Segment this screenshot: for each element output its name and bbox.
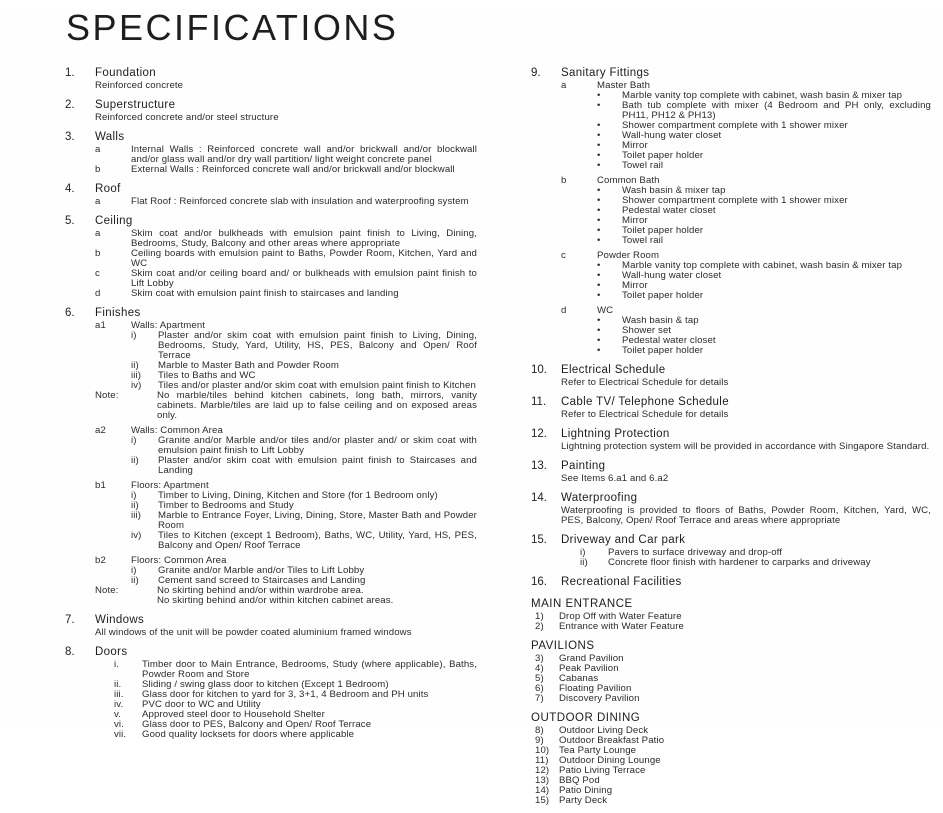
row-text: Master Bath bbox=[597, 80, 651, 91]
section-heading bbox=[65, 614, 477, 627]
spec-row bbox=[597, 346, 931, 356]
spec-row bbox=[561, 306, 931, 316]
row-text: Granite and/or Marble and/or Tiles to Lift Lobby bbox=[158, 565, 365, 576]
row-label: i) bbox=[131, 435, 137, 446]
section-heading bbox=[65, 131, 477, 144]
row-label: 4) bbox=[535, 663, 544, 674]
row-text: Flat Roof : Reinforced concrete slab with insulation and waterproofing system bbox=[131, 196, 469, 207]
row-text: Discovery Pavilion bbox=[559, 693, 640, 704]
section-number: 5. bbox=[65, 215, 75, 227]
row-text: Timber to Bedrooms and Study bbox=[158, 500, 294, 511]
row-text: Marble vanity top complete with cabinet, wash basin & mixer tap bbox=[622, 260, 903, 271]
right-column bbox=[531, 67, 931, 813]
row-label: 14) bbox=[535, 785, 550, 796]
group-outdoor-dining bbox=[531, 711, 931, 806]
row-text: Granite and/or Marble and/or tiles and/or plaster and/ or skim coat with emulsion paint finish to Lift Lobby bbox=[158, 435, 477, 456]
row-label: iii) bbox=[131, 510, 142, 521]
row-label: c bbox=[95, 268, 100, 279]
row-text: Shower compartment complete with 1 shower mixer bbox=[622, 195, 848, 206]
row-text: See Items 6.a1 and 6.a2 bbox=[561, 473, 669, 484]
row-label: a bbox=[95, 196, 101, 207]
spec-row bbox=[561, 410, 931, 420]
group-main-entrance bbox=[531, 597, 931, 632]
row-text: Shower compartment complete with 1 shower mixer bbox=[622, 120, 848, 131]
bullet-icon: • bbox=[597, 150, 601, 161]
row-text: Common Bath bbox=[597, 175, 660, 186]
spec-row bbox=[95, 81, 477, 91]
row-label: iii. bbox=[114, 689, 124, 700]
section-number: 15. bbox=[531, 534, 547, 546]
row-text: Bath tub complete with mixer (4 Bedroom and PH only, excluding PH11, PH12 & PH13) bbox=[622, 100, 931, 121]
row-text: Entrance with Water Feature bbox=[559, 621, 684, 632]
spec-row bbox=[95, 289, 477, 299]
section-electrical-schedule bbox=[531, 364, 931, 388]
section-body bbox=[95, 660, 477, 740]
row-text: Cabanas bbox=[559, 673, 599, 684]
row-text: Waterproofing is provided to floors of Baths, Powder Room, Kitchen, Yard, WC, PES, Balcony, Open/ Roof Terrace and areas where appropriate bbox=[561, 505, 931, 526]
section-title: Painting bbox=[561, 460, 606, 472]
section-title: Cable TV/ Telephone Schedule bbox=[561, 396, 729, 408]
bullet-icon: • bbox=[597, 195, 601, 206]
row-text: Refer to Electrical Schedule for details bbox=[561, 377, 729, 388]
section-title: Lightning Protection bbox=[561, 428, 670, 440]
section-title: Windows bbox=[95, 614, 145, 626]
section-number: 3. bbox=[65, 131, 75, 143]
spec-row bbox=[95, 229, 477, 249]
section-lightning-protection bbox=[531, 428, 931, 452]
row-label: iii) bbox=[131, 370, 142, 381]
section-body bbox=[561, 506, 931, 526]
section-body bbox=[561, 548, 931, 568]
section-body bbox=[95, 197, 477, 207]
group-title: OUTDOOR DINING bbox=[531, 712, 641, 724]
row-text: Reinforced concrete and/or steel structure bbox=[95, 112, 279, 123]
row-text: Sliding / swing glass door to kitchen (Except 1 Bedroom) bbox=[142, 679, 389, 690]
row-label bbox=[95, 596, 157, 606]
bullet-icon: • bbox=[597, 280, 601, 291]
row-text: Wash basin & mixer tap bbox=[622, 185, 726, 196]
section-heading bbox=[531, 396, 931, 409]
row-label: 12) bbox=[535, 765, 550, 776]
section-number: 1. bbox=[65, 67, 75, 79]
section-title: Doors bbox=[95, 646, 128, 658]
row-label: ii) bbox=[131, 500, 139, 511]
spec-row bbox=[580, 558, 931, 568]
section-body bbox=[95, 113, 477, 123]
row-text: Floating Pavilion bbox=[559, 683, 632, 694]
row-label: i) bbox=[131, 565, 137, 576]
row-text: Peak Pavilion bbox=[559, 663, 619, 674]
section-title: Recreational Facilities bbox=[561, 576, 682, 588]
row-text: Party Deck bbox=[559, 795, 608, 806]
bullet-icon: • bbox=[597, 335, 601, 346]
row-label: 2) bbox=[535, 621, 544, 632]
row-label: 10) bbox=[535, 745, 550, 756]
section-foundation bbox=[65, 67, 477, 91]
section-body bbox=[561, 474, 931, 484]
row-text: All windows of the unit will be powder coated aluminium framed windows bbox=[95, 627, 412, 638]
row-label: ii) bbox=[131, 575, 139, 586]
row-text: Wall-hung water closet bbox=[622, 130, 722, 141]
spec-row bbox=[131, 531, 477, 551]
row-text: Skim coat and/or ceiling board and/ or bulkheads with emulsion paint finish to Lift Lobby bbox=[131, 268, 477, 289]
spec-row bbox=[561, 506, 931, 526]
row-text: Powder Room bbox=[597, 250, 660, 261]
section-doors bbox=[65, 646, 477, 740]
row-label: i) bbox=[580, 547, 586, 558]
row-text: No skirting behind and/or within wardrobe area. bbox=[157, 585, 364, 596]
row-text: Glass door for kitchen to yard for 3, 3+1, 4 Bedroom and PH units bbox=[142, 689, 429, 700]
section-title: Superstructure bbox=[95, 99, 176, 111]
bullet-icon: • bbox=[597, 90, 601, 101]
row-text: Tiles to Baths and WC bbox=[158, 370, 256, 381]
section-heading bbox=[531, 492, 931, 505]
section-number: 12. bbox=[531, 428, 547, 440]
spec-row bbox=[131, 456, 477, 476]
spec-row bbox=[131, 511, 477, 531]
spec-row bbox=[95, 628, 477, 638]
section-number: 13. bbox=[531, 460, 547, 472]
row-label: 7) bbox=[535, 693, 544, 704]
bullet-icon: • bbox=[597, 130, 601, 141]
section-heading bbox=[531, 576, 931, 589]
row-text: PVC door to WC and Utility bbox=[142, 699, 261, 710]
section-heading bbox=[531, 428, 931, 441]
section-recreational-facilities bbox=[531, 576, 931, 589]
section-heading bbox=[531, 534, 931, 547]
row-text: Pedestal water closet bbox=[622, 205, 716, 216]
row-text: Toilet paper holder bbox=[622, 290, 704, 301]
spec-row bbox=[114, 730, 477, 740]
row-text: Timber to Living, Dining, Kitchen and Store (for 1 Bedroom only) bbox=[158, 490, 438, 501]
row-text: Tea Party Lounge bbox=[559, 745, 637, 756]
spec-row bbox=[535, 796, 931, 806]
left-column bbox=[65, 67, 477, 813]
section-number: 11. bbox=[531, 396, 547, 408]
row-label: 3) bbox=[535, 653, 544, 664]
row-text: Tiles and/or plaster and/or skim coat with emulsion paint finish to Kitchen bbox=[158, 380, 476, 391]
bullet-icon: • bbox=[597, 160, 601, 171]
bullet-icon: • bbox=[597, 225, 601, 236]
row-text: Approved steel door to Household Shelter bbox=[142, 709, 325, 720]
row-text: Tiles to Kitchen (except 1 Bedroom), Baths, WC, Utility, Yard, HS, PES, Balcony and Open/ Roof Terrace bbox=[158, 530, 477, 551]
section-cable-tv-telephone-schedule bbox=[531, 396, 931, 420]
spec-row bbox=[114, 660, 477, 680]
row-label: iv) bbox=[131, 530, 142, 541]
spec-row bbox=[561, 176, 931, 186]
row-text: Toilet paper holder bbox=[622, 345, 704, 356]
row-label: vi. bbox=[114, 719, 124, 730]
bullet-icon: • bbox=[597, 215, 601, 226]
bullet-icon: • bbox=[597, 345, 601, 356]
row-label: 15) bbox=[535, 795, 550, 806]
spec-row bbox=[131, 436, 477, 456]
bullet-icon: • bbox=[597, 325, 601, 336]
section-heading bbox=[531, 364, 931, 377]
section-body bbox=[561, 442, 931, 452]
row-text: Skim coat and/or bulkheads with emulsion paint finish to Living, Dining, Bedrooms, Study, Balcony and other areas where appropriate bbox=[131, 228, 477, 249]
section-number: 10. bbox=[531, 364, 547, 376]
row-label: i. bbox=[114, 659, 120, 670]
row-text: Good quality locksets for doors where applicable bbox=[142, 729, 355, 740]
spec-row bbox=[95, 391, 477, 421]
row-text: Marble vanity top complete with cabinet, wash basin & mixer tap bbox=[622, 90, 903, 101]
row-text: No skirting behind and/or within kitchen cabinet areas. bbox=[157, 595, 394, 606]
section-body bbox=[95, 145, 477, 175]
row-text: Internal Walls : Reinforced concrete wall and/or brickwall and/or blockwall and/or glass wall and/or dry wall partition/ light weight concrete panel bbox=[131, 144, 477, 165]
row-text: WC bbox=[597, 305, 614, 316]
row-text: Outdoor Dining Lounge bbox=[559, 755, 661, 766]
spec-row bbox=[597, 161, 931, 171]
bullet-icon: • bbox=[597, 270, 601, 281]
row-label: iv) bbox=[131, 380, 142, 391]
row-text: Lightning protection system will be provided in accordance with Singapore Standard. bbox=[561, 441, 930, 452]
row-label: d bbox=[95, 288, 101, 299]
row-text: Wash basin & tap bbox=[622, 315, 699, 326]
spec-row bbox=[95, 165, 477, 175]
section-body bbox=[561, 410, 931, 420]
section-body bbox=[535, 612, 931, 632]
bullet-icon: • bbox=[597, 205, 601, 216]
spec-row bbox=[95, 145, 477, 165]
section-waterproofing bbox=[531, 492, 931, 526]
row-text: Glass door to PES, Balcony and Open/ Roof Terrace bbox=[142, 719, 372, 730]
section-title: Foundation bbox=[95, 67, 157, 79]
section-heading bbox=[531, 67, 931, 80]
group-title: PAVILIONS bbox=[531, 640, 595, 652]
section-body bbox=[95, 628, 477, 638]
spec-row bbox=[95, 269, 477, 289]
section-number: 4. bbox=[65, 183, 75, 195]
section-heading bbox=[65, 646, 477, 659]
section-finishes bbox=[65, 307, 477, 606]
row-text: Wall-hung water closet bbox=[622, 270, 722, 281]
section-heading bbox=[65, 215, 477, 228]
row-label: a bbox=[95, 228, 101, 239]
section-body bbox=[535, 726, 931, 806]
section-heading bbox=[65, 183, 477, 196]
spec-row bbox=[597, 236, 931, 246]
section-number: 8. bbox=[65, 646, 75, 658]
row-label: a bbox=[561, 80, 567, 91]
row-text: Refer to Electrical Schedule for details bbox=[561, 409, 729, 420]
row-text: No marble/tiles behind kitchen cabinets, long bath, mirrors, vanity cabinets. Marble/tiles are laid up to false ceiling and on exposed areas only. bbox=[157, 390, 477, 421]
section-sanitary-fittings bbox=[531, 67, 931, 356]
section-number: 7. bbox=[65, 614, 75, 626]
section-title: Driveway and Car park bbox=[561, 534, 686, 546]
section-body bbox=[561, 81, 931, 356]
row-text: BBQ Pod bbox=[559, 775, 600, 786]
row-label: Note: bbox=[95, 585, 119, 596]
row-label: b bbox=[561, 175, 567, 186]
spec-row bbox=[95, 113, 477, 123]
bullet-icon: • bbox=[597, 235, 601, 246]
section-number: 16. bbox=[531, 576, 547, 588]
row-label: a1 bbox=[95, 320, 106, 331]
row-label: b1 bbox=[95, 480, 106, 491]
row-label: c bbox=[561, 250, 566, 261]
spec-row bbox=[597, 101, 931, 121]
spec-row bbox=[535, 694, 931, 704]
row-text: Pedestal water closet bbox=[622, 335, 716, 346]
bullet-icon: • bbox=[597, 260, 601, 271]
row-text: Drop Off with Water Feature bbox=[559, 611, 682, 622]
bullet-icon: • bbox=[597, 120, 601, 131]
section-title: Electrical Schedule bbox=[561, 364, 666, 376]
row-text: Outdoor Living Deck bbox=[559, 725, 649, 736]
row-text: Mirror bbox=[622, 280, 648, 291]
row-label: a bbox=[95, 144, 101, 155]
section-title: Walls bbox=[95, 131, 125, 143]
spec-row bbox=[535, 622, 931, 632]
row-label: b2 bbox=[95, 555, 106, 566]
row-text: Toilet paper holder bbox=[622, 225, 704, 236]
row-text: Ceiling boards with emulsion paint to Baths, Powder Room, Kitchen, Yard and WC bbox=[131, 248, 477, 269]
section-body bbox=[95, 81, 477, 91]
spec-row bbox=[561, 378, 931, 388]
group-title: MAIN ENTRANCE bbox=[531, 598, 633, 610]
section-title: Finishes bbox=[95, 307, 141, 319]
row-text: Reinforced concrete bbox=[95, 80, 184, 91]
row-label: i) bbox=[131, 330, 137, 341]
row-text: Timber door to Main Entrance, Bedrooms, Study (where applicable), Baths, Powder Room and Store bbox=[142, 659, 477, 680]
row-text: Pavers to surface driveway and drop-off bbox=[608, 547, 783, 558]
row-text: Patio Dining bbox=[559, 785, 613, 796]
row-label: v. bbox=[114, 709, 121, 720]
spec-row bbox=[561, 474, 931, 484]
section-walls bbox=[65, 131, 477, 175]
section-title: Roof bbox=[95, 183, 121, 195]
bullet-icon: • bbox=[597, 100, 601, 111]
section-ceiling bbox=[65, 215, 477, 299]
row-text: Toilet paper holder bbox=[622, 150, 704, 161]
row-text: Towel rail bbox=[622, 235, 664, 246]
row-text: Walls: Apartment bbox=[131, 320, 206, 331]
bullet-icon: • bbox=[597, 140, 601, 151]
row-text: Shower set bbox=[622, 325, 672, 336]
row-text: Outdoor Breakfast Patio bbox=[559, 735, 665, 746]
section-roof bbox=[65, 183, 477, 207]
section-number: 6. bbox=[65, 307, 75, 319]
section-heading bbox=[65, 307, 477, 320]
section-windows bbox=[65, 614, 477, 638]
spec-row bbox=[95, 249, 477, 269]
row-label: 9) bbox=[535, 735, 544, 746]
section-body bbox=[95, 229, 477, 299]
row-text: Walls: Common Area bbox=[131, 425, 223, 436]
section-painting bbox=[531, 460, 931, 484]
row-text: Towel rail bbox=[622, 160, 664, 171]
section-title: Ceiling bbox=[95, 215, 133, 227]
row-text: Floors: Apartment bbox=[131, 480, 209, 491]
row-text: Skim coat with emulsion paint finish to staircases and landing bbox=[131, 288, 399, 299]
row-text: Cement sand screed to Staircases and Landing bbox=[158, 575, 366, 586]
section-number: 14. bbox=[531, 492, 547, 504]
section-body bbox=[95, 321, 477, 606]
row-text: Plaster and/or skim coat with emulsion paint finish to Living, Dining, Bedrooms, Study, Yard, Utility, HS, PES, Balcony and Open/ Roof Terrace bbox=[158, 330, 477, 361]
specifications-document bbox=[0, 7, 943, 806]
section-heading bbox=[65, 99, 477, 112]
section-driveway-and-car-park bbox=[531, 534, 931, 568]
group-pavilions bbox=[531, 639, 931, 704]
spec-row bbox=[597, 291, 931, 301]
spec-row bbox=[95, 596, 477, 606]
row-label: 13) bbox=[535, 775, 550, 786]
row-label: a2 bbox=[95, 425, 106, 436]
spec-row bbox=[95, 197, 477, 207]
section-title: Sanitary Fittings bbox=[561, 67, 650, 79]
row-text: Grand Pavilion bbox=[559, 653, 624, 664]
row-label: ii) bbox=[580, 557, 588, 568]
row-label: ii. bbox=[114, 679, 122, 690]
bullet-icon: • bbox=[597, 185, 601, 196]
section-title: Waterproofing bbox=[561, 492, 638, 504]
row-label: 6) bbox=[535, 683, 544, 694]
row-label: b bbox=[95, 248, 101, 259]
row-text: Marble to Master Bath and Powder Room bbox=[158, 360, 339, 371]
row-label: 5) bbox=[535, 673, 544, 684]
row-text: Patio Living Terrace bbox=[559, 765, 646, 776]
row-text: Mirror bbox=[622, 215, 648, 226]
section-superstructure bbox=[65, 99, 477, 123]
row-label: d bbox=[561, 305, 567, 316]
row-label: i) bbox=[131, 490, 137, 501]
row-label: b bbox=[95, 164, 101, 175]
row-label: ii) bbox=[131, 455, 139, 466]
section-number: 9. bbox=[531, 67, 541, 79]
page-title: SPECIFICATIONS bbox=[66, 7, 399, 48]
row-text: Plaster and/or skim coat with emulsion paint finish to Staircases and Landing bbox=[158, 455, 477, 476]
row-label: ii) bbox=[131, 360, 139, 371]
row-label: 11) bbox=[535, 755, 549, 766]
row-label: iv. bbox=[114, 699, 124, 710]
section-body bbox=[535, 654, 931, 704]
section-number: 2. bbox=[65, 99, 75, 111]
row-text: External Walls : Reinforced concrete wall and/or brickwall and/or blockwall bbox=[131, 164, 455, 175]
row-text: Marble to Entrance Foyer, Living, Dining, Store, Master Bath and Powder Room bbox=[158, 510, 477, 531]
section-body bbox=[561, 378, 931, 388]
spec-row bbox=[131, 331, 477, 361]
row-text: Floors: Common Area bbox=[131, 555, 227, 566]
section-heading bbox=[531, 460, 931, 473]
bullet-icon: • bbox=[597, 290, 601, 301]
row-text: Mirror bbox=[622, 140, 648, 151]
row-text: Concrete floor finish with hardener to carparks and driveway bbox=[608, 557, 871, 568]
row-label: vii. bbox=[114, 729, 127, 740]
row-label: Note: bbox=[95, 390, 119, 401]
row-label: 8) bbox=[535, 725, 544, 736]
section-heading bbox=[65, 67, 477, 80]
row-label: 1) bbox=[535, 611, 544, 622]
two-column-layout bbox=[0, 47, 943, 813]
spec-row bbox=[561, 442, 931, 452]
bullet-icon: • bbox=[597, 315, 601, 326]
